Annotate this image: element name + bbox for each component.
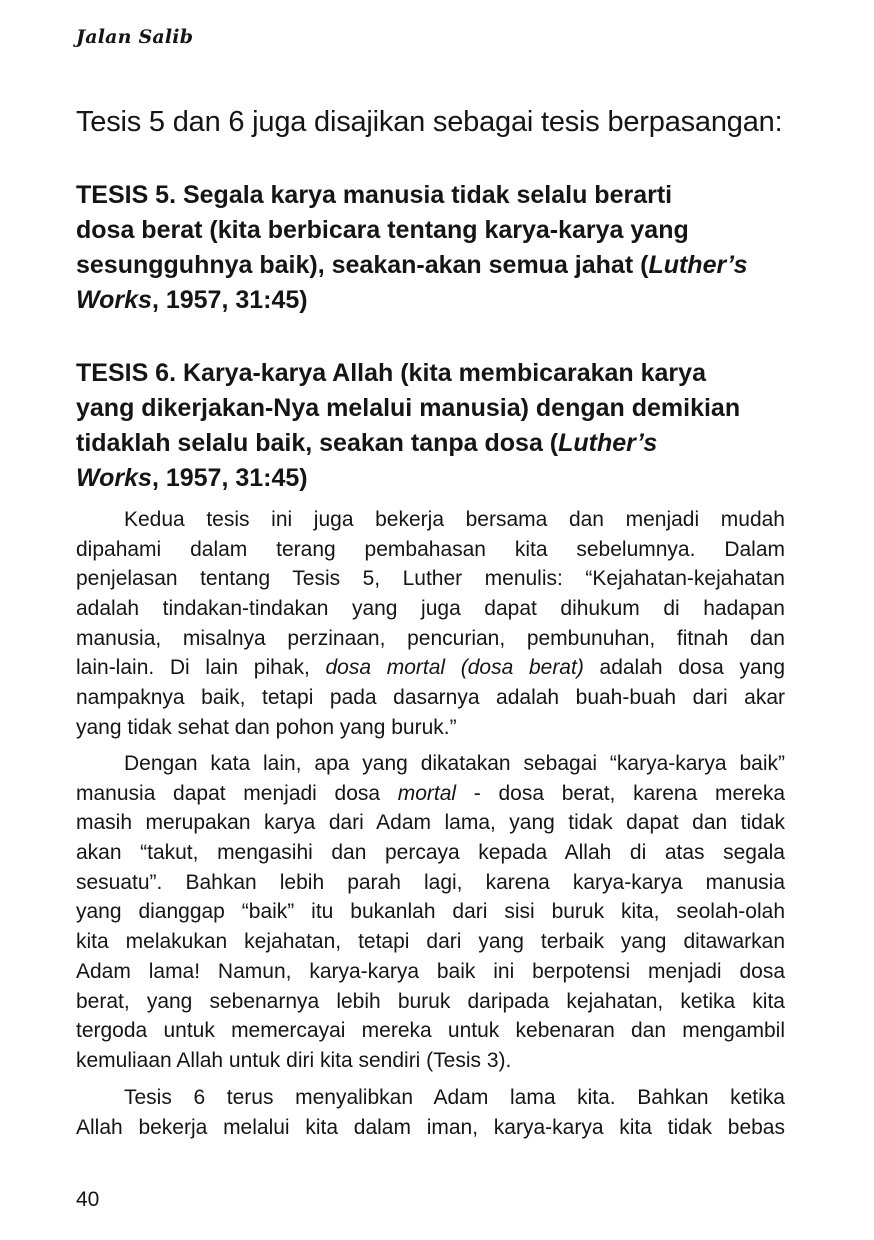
paragraph-line: nampaknya baik, tetapi pada dasarnya adalah buah-buah dari akar (76, 686, 785, 710)
thesis-5-line (76, 283, 796, 318)
thesis-5-citation-title: Luther’s (648, 251, 748, 279)
thesis-5-line: TESIS 5. Segala karya manusia tidak selalu berarti (76, 181, 673, 209)
paragraph-text: - dosa berat, karena mereka (456, 781, 785, 805)
emphasis-term: mortal (397, 781, 457, 805)
paragraph-2 (76, 749, 785, 1076)
paragraph-3 (76, 1083, 785, 1142)
paragraph-line: Allah bekerja melalui kita dalam iman, karya-karya kita tidak bebas (76, 1115, 785, 1139)
thesis-5-text: sesungguhnya baik), seakan-akan semua jahat ( (76, 251, 649, 279)
paragraph-line: Adam lama! Namun, karya-karya baik ini berpotensi menjadi dosa (76, 959, 785, 983)
running-head: Jalan Salib (76, 26, 194, 48)
paragraph-line: dipahami dalam terang pembahasan kita sebelumnya. Dalam (76, 537, 785, 561)
paragraph-text: adalah dosa yang (583, 656, 786, 680)
paragraph-1 (76, 505, 785, 743)
thesis-5-citation-title: Works (76, 286, 152, 314)
paragraph-line: yang tidak sehat dan pohon yang buruk.” (76, 715, 457, 739)
paragraph-line: Kedua tesis ini juga bekerja bersama dan menjadi mudah (124, 508, 785, 531)
paragraph-line: kemuliaan Allah untuk diri kita sendiri (Tesis 3). (76, 1048, 512, 1072)
paragraph-line (76, 779, 785, 809)
thesis-6-line (76, 426, 796, 461)
paragraph-line: manusia, misalnya perzinaan, pencurian, pembunuhan, fitnah dan (76, 626, 785, 650)
paragraph-line: kita melakukan kejahatan, tetapi dari yang terbaik yang ditawarkan (76, 930, 785, 954)
paragraph-line: berat, yang sebenarnya lebih buruk daripada kejahatan, ketika kita (76, 989, 785, 1013)
emphasis-term: dosa mortal (dosa berat) (325, 656, 584, 680)
thesis-6 (76, 356, 796, 496)
paragraph-line: adalah tindakan-tindakan yang juga dapat dihukum di hadapan (76, 597, 785, 621)
thesis-5-citation: , 1957, 31:45) (151, 286, 308, 314)
paragraph-line: Dengan kata lain, apa yang dikatakan sebagai “karya-karya baik” (124, 752, 785, 775)
page-number: 40 (76, 1188, 100, 1211)
thesis-6-citation-title: Works (76, 464, 152, 492)
thesis-6-citation: , 1957, 31:45) (151, 464, 308, 492)
thesis-5-line: dosa berat (kita berbicara tentang karya-karya yang (76, 216, 689, 244)
thesis-6-line: TESIS 6. Karya-karya Allah (kita membicarakan karya (76, 359, 706, 387)
thesis-5 (76, 178, 796, 318)
thesis-6-line: yang dikerjakan-Nya melalui manusia) dengan demikian (76, 394, 741, 422)
paragraph-text: manusia dapat menjadi dosa (76, 781, 398, 805)
paragraph-line: Tesis 6 terus menyalibkan Adam lama kita. Bahkan ketika (124, 1086, 785, 1109)
paragraph-text: lain-lain. Di lain pihak, (76, 656, 326, 680)
intro-sentence: Tesis 5 dan 6 juga disajikan sebagai tesis berpasangan: (76, 106, 783, 138)
paragraph-line: akan “takut, mengasihi dan percaya kepada Allah di atas segala (76, 841, 785, 865)
paragraph-line: sesuatu”. Bahkan lebih parah lagi, karena karya-karya manusia (76, 870, 785, 894)
paragraph-line: yang dianggap “baik” itu bukanlah dari sisi buruk kita, seolah-olah (76, 900, 785, 924)
paragraph-line: masih merupakan karya dari Adam lama, yang tidak dapat dan tidak (76, 811, 785, 835)
paragraph-line (76, 653, 785, 683)
paragraph-line: penjelasan tentang Tesis 5, Luther menulis: “Kejahatan-kejahatan (76, 567, 785, 591)
thesis-6-text: tidaklah selalu baik, seakan tanpa dosa ( (76, 429, 559, 457)
thesis-6-line (76, 461, 796, 496)
thesis-5-line (76, 248, 796, 283)
thesis-6-citation-title: Luther’s (558, 429, 658, 457)
paragraph-line: tergoda untuk memercayai mereka untuk kebenaran dan mengambil (76, 1019, 785, 1043)
